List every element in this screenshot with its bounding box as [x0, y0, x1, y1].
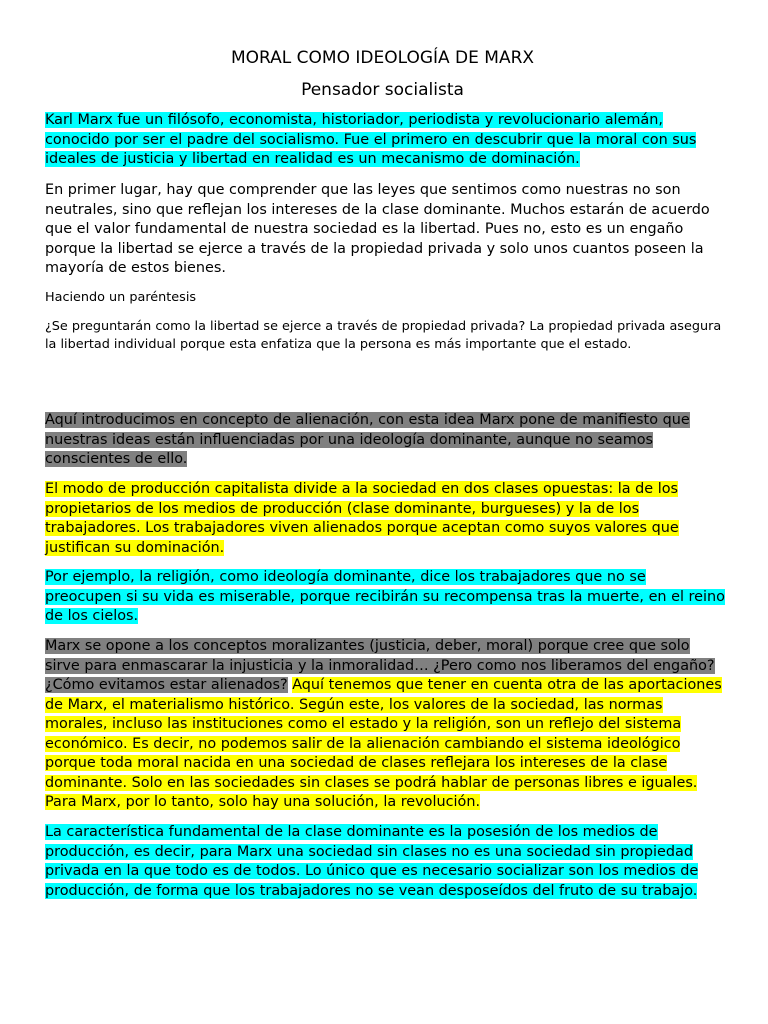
paragraph-religion	[45, 568, 725, 627]
highlighted-text-gray: Marx se opone a los conceptos moralizantes (justicia, deber, moral) porque cree que solo sirve para enmascarar la injusticia y la inmoralidad… ¿Pero como nos liberamos del engaño? ¿Cómo evitamos estar alienados?	[45, 638, 715, 693]
paragraph-intro	[45, 111, 725, 170]
highlighted-text-cyan: Por ejemplo, la religión, como ideología dominante, dice los trabajadores que no se preocupen si su vida es miserable, porque recibirán su recompensa tras la muerte, en el reino de los cielos.	[45, 569, 725, 624]
paragraph-modo-produccion	[45, 480, 725, 558]
highlighted-text-yellow: Aquí tenemos que tener en cuenta otra de las aportaciones de Marx, el materialismo histórico. Según este, los valores de la sociedad, las normas morales, incluso las instituciones como el estado y la religión, son un reflejo del sistema económico. Es decir, no podemos salir de la alienación cambiando el sistema ideológico porque toda moral nacida en una sociedad de clases reflejara los intereses de la clase dominante. Solo en las sociedades sin clases se podrá hablar de personas libres e iguales. Para Marx, por lo tanto, solo hay una solución, la revolución.	[45, 677, 722, 810]
highlighted-text-yellow: El modo de producción capitalista divide a la sociedad en dos clases opuestas: la de los propietarios de los medios de producción (clase dominante, burgueses) y la de los trabajadores. Los trabajadores viven alienados porque aceptan como suyos valores que justifican su dominación.	[45, 481, 679, 556]
paragraph-materialismo	[45, 637, 725, 813]
document-title: MORAL COMO IDEOLOGÍA DE MARX	[230, 48, 535, 68]
paragraph-parentesis-heading: Haciendo un paréntesis	[45, 290, 197, 305]
paragraph-propiedad-privada: ¿Se preguntarán como la libertad se ejerce a través de propiedad privada? La propiedad privada asegura la libertad individual porque esta enfatiza que la persona es más importante que el estado.	[45, 319, 722, 352]
paragraph-leyes: En primer lugar, hay que comprender que las leyes que sentimos como nuestras no son neutrales, sino que reflejan los intereses de la clase dominante. Muchos estarán de acuerdo que el valor fundamental de nuestra sociedad es la libertad. Pues no, esto es un engaño porque la libertad se ejerce a través de la propiedad privada y solo unos cuantos poseen la mayoría de estos bienes.	[45, 182, 710, 276]
paragraph-clase-dominante	[45, 823, 725, 901]
highlighted-text-cyan: La característica fundamental de la clase dominante es la posesión de los medios de producción, es decir, para Marx una sociedad sin clases no es una sociedad sin propiedad privada en la que todo es de todos. Lo único que es necesario socializar son los medios de producción, de forma que los trabajadores no se vean desposeídos del fruto de su trabajo.	[45, 824, 699, 899]
highlighted-text-cyan: Karl Marx fue un filósofo, economista, historiador, periodista y revolucionario alemán, conocido por ser el padre del socialismo. Fue el primero en descubrir que la moral con sus ideales de justicia y libertad en realidad es un mecanismo de dominación.	[45, 112, 697, 167]
paragraph-alienacion	[45, 411, 725, 470]
highlighted-text-gray: Aquí introducimos en concepto de alienación, con esta idea Marx pone de manifiesto que nuestras ideas están influenciadas por una ideología dominante, aunque no seamos conscientes de ello.	[45, 412, 690, 467]
document-subtitle: Pensador socialista	[301, 80, 464, 100]
